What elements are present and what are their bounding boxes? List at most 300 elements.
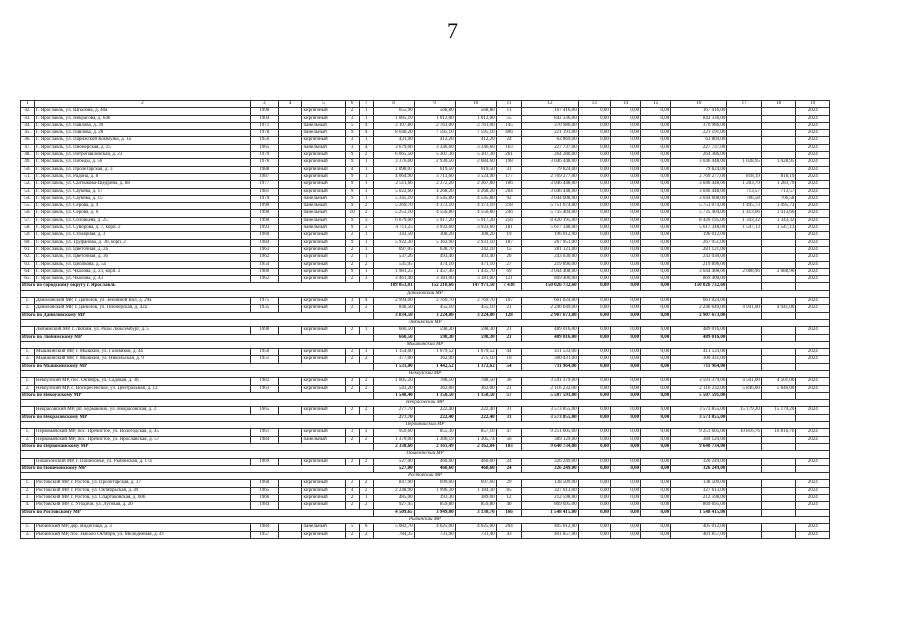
table-cell: 63 869,00 bbox=[522, 137, 578, 144]
table-cell: 3 713,60 bbox=[414, 173, 455, 180]
table-cell: 0,00 bbox=[578, 407, 610, 414]
table-cell: 0,00 bbox=[610, 385, 640, 392]
table-cell: 0,00 bbox=[641, 246, 671, 253]
table-cell: 0,00 bbox=[578, 480, 610, 487]
table-cell: 106 bbox=[496, 181, 522, 188]
table-cell: 1 bbox=[359, 232, 373, 239]
table-cell: 0,00 bbox=[641, 356, 671, 363]
table-cell: 1981 bbox=[250, 188, 278, 195]
table-row bbox=[21, 495, 830, 502]
table-cell: 1965 bbox=[250, 487, 278, 494]
table-cell: 527,00 bbox=[373, 458, 414, 465]
table-cell: 3 224,80 bbox=[414, 312, 455, 319]
table-cell: 2024 bbox=[796, 225, 830, 232]
table-cell bbox=[796, 312, 830, 319]
table-cell: кирпичный bbox=[302, 356, 345, 363]
table-cell: 4 373,10 bbox=[455, 203, 496, 210]
table-cell: 0,00 bbox=[610, 195, 640, 202]
table-cell bbox=[278, 276, 302, 283]
table-cell bbox=[761, 502, 796, 509]
table-cell: панельный bbox=[302, 130, 345, 137]
table-cell: 9 251 605,00 bbox=[522, 429, 578, 436]
table-cell: 2 bbox=[359, 152, 373, 159]
table-cell: 818,19 bbox=[727, 173, 762, 180]
table-cell: 568,80 bbox=[455, 108, 496, 115]
table-cell bbox=[727, 495, 762, 502]
table-cell: 0,00 bbox=[578, 188, 610, 195]
header-cell: 13 bbox=[578, 101, 610, 108]
table-cell: 2024 bbox=[796, 261, 830, 268]
table-cell: 927,95 bbox=[373, 502, 414, 509]
table-cell: 460,60 bbox=[414, 458, 455, 465]
table-cell bbox=[761, 312, 796, 319]
table-cell: 0,00 bbox=[578, 429, 610, 436]
table-cell: 5 307,30 bbox=[414, 152, 455, 159]
table-cell: 377,00 bbox=[373, 356, 414, 363]
table-cell: 2024 bbox=[796, 203, 830, 210]
table-cell: 3 044 408,00 bbox=[522, 268, 578, 275]
section-row bbox=[21, 422, 830, 429]
table-cell: 1. bbox=[21, 480, 35, 487]
table-cell: 4 941,00 bbox=[761, 305, 796, 312]
table-cell: 5 507 591,00 bbox=[522, 392, 578, 399]
table-cell: Даниловский МР, г. Данилов, ул. Пионерская, д. 42а bbox=[35, 305, 251, 312]
table-cell: 222,40 bbox=[455, 407, 496, 414]
table-cell: 2 769,70 bbox=[455, 298, 496, 305]
table-cell: 411 533,00 bbox=[671, 349, 727, 356]
table-cell: 5 163,90 bbox=[414, 239, 455, 246]
header-cell: 6 bbox=[345, 101, 359, 108]
table-row bbox=[21, 356, 830, 363]
table-cell bbox=[727, 363, 762, 370]
table-cell: 0,00 bbox=[610, 429, 640, 436]
table-cell: 1 bbox=[359, 166, 373, 173]
table-cell: 45. bbox=[21, 130, 35, 137]
table-cell: 706,58 bbox=[761, 195, 796, 202]
table-cell: 21 bbox=[496, 305, 522, 312]
section-row bbox=[21, 290, 830, 297]
table-cell: 281 121,00 bbox=[671, 246, 727, 253]
table-cell: 2. bbox=[21, 487, 35, 494]
table-cell bbox=[278, 232, 302, 239]
table-cell: 460,60 bbox=[414, 465, 455, 472]
table-cell: 0,00 bbox=[610, 480, 640, 487]
total-row bbox=[21, 283, 830, 290]
table-cell: 0,00 bbox=[610, 232, 640, 239]
table-cell: 699,60 bbox=[414, 480, 455, 487]
table-cell: 3 bbox=[359, 276, 373, 283]
table-cell bbox=[761, 436, 796, 443]
table-cell: 842 336,00 bbox=[671, 115, 727, 122]
table-cell: кирпичный bbox=[302, 261, 345, 268]
header-cell: 19 bbox=[796, 101, 830, 108]
table-cell: кирпичный bbox=[302, 188, 345, 195]
table-cell: 0,00 bbox=[641, 173, 671, 180]
table-cell: 2 bbox=[359, 225, 373, 232]
table-cell: 63 869,00 bbox=[671, 137, 727, 144]
table-cell: 788,50 bbox=[414, 378, 455, 385]
table-cell: 49. bbox=[21, 159, 35, 166]
table-cell: 281 121,00 bbox=[522, 246, 578, 253]
table-cell: 598,30 bbox=[455, 327, 496, 334]
table-cell: 0,00 bbox=[578, 210, 610, 217]
table-cell bbox=[761, 392, 796, 399]
table-cell: 2 bbox=[359, 436, 373, 443]
table-cell: 0,00 bbox=[641, 181, 671, 188]
table-cell: 54. bbox=[21, 195, 35, 202]
table-cell: 227 737,00 bbox=[522, 144, 578, 151]
table-cell: 2024 bbox=[796, 502, 830, 509]
table-cell: 177 bbox=[496, 173, 522, 180]
table-cell: 5 917,20 bbox=[455, 217, 496, 224]
table-cell: 4 bbox=[345, 487, 359, 494]
table-cell bbox=[727, 327, 762, 334]
table-cell: 4 501,00 bbox=[727, 378, 762, 385]
table-cell bbox=[727, 349, 762, 356]
header-cell: 12 bbox=[522, 101, 578, 108]
table-cell: 1963 bbox=[250, 385, 278, 392]
table-cell: 3 046 448,00 bbox=[522, 181, 578, 188]
table-cell: 0,00 bbox=[641, 407, 671, 414]
table-cell bbox=[727, 465, 762, 472]
table-cell bbox=[278, 152, 302, 159]
table-cell bbox=[727, 392, 762, 399]
table-cell bbox=[761, 443, 796, 450]
table-cell: 4 268,20 bbox=[414, 188, 455, 195]
table-cell bbox=[278, 524, 302, 531]
table-cell: 2 761,00 bbox=[455, 122, 496, 129]
table-cell: 598,30 bbox=[455, 334, 496, 341]
table-cell bbox=[761, 465, 796, 472]
table-cell: 0,00 bbox=[610, 363, 640, 370]
table-cell: 1 085,10 bbox=[373, 115, 414, 122]
table-cell: 0,00 bbox=[610, 166, 640, 173]
table-cell bbox=[278, 144, 302, 151]
table-cell: Г. Ярославль, ул. Циолкова, д. 5а bbox=[35, 261, 251, 268]
table-cell: 79 824,00 bbox=[522, 166, 578, 173]
table-cell: 0,00 bbox=[610, 407, 640, 414]
table-cell: 2 248,90 bbox=[373, 487, 414, 494]
table-cell: 485,00 bbox=[373, 495, 414, 502]
table-cell: 79 824,00 bbox=[671, 166, 727, 173]
header-cell: 16 bbox=[671, 101, 727, 108]
table-cell: 3 933,60 bbox=[414, 225, 455, 232]
table-cell bbox=[278, 458, 302, 465]
table-cell: 167 416,00 bbox=[522, 108, 578, 115]
table-cell: 362,00 bbox=[455, 385, 496, 392]
table-cell: 53. bbox=[21, 188, 35, 195]
table-cell: 1 996,30 bbox=[414, 487, 455, 494]
table-cell: панельный bbox=[302, 217, 345, 224]
table-cell: 1 012,00 bbox=[414, 115, 455, 122]
table-cell: 26 bbox=[496, 254, 522, 261]
table-cell: 2 bbox=[359, 210, 373, 217]
table-cell: 0,00 bbox=[578, 509, 610, 516]
table-cell: 2 bbox=[345, 276, 359, 283]
table-row bbox=[21, 203, 830, 210]
table-row bbox=[21, 429, 830, 436]
table-cell bbox=[278, 225, 302, 232]
table-cell: 5 082,70 bbox=[373, 524, 414, 531]
table-cell bbox=[278, 159, 302, 166]
table-cell: 784,35 bbox=[373, 531, 414, 538]
table-cell: 198 bbox=[496, 159, 522, 166]
table-cell: 5 735 404,00 bbox=[522, 210, 578, 217]
table-cell bbox=[278, 495, 302, 502]
table-cell: 0,00 bbox=[578, 239, 610, 246]
table-cell bbox=[278, 268, 302, 275]
table-cell: 1 028,95 bbox=[727, 159, 762, 166]
table-cell: 0,00 bbox=[641, 363, 671, 370]
table-cell: 227 737,00 bbox=[671, 144, 727, 151]
table-cell: 2024 bbox=[796, 268, 830, 275]
header-cell: 8 bbox=[373, 101, 414, 108]
table-cell: 8 640,20 bbox=[373, 130, 414, 137]
table-cell: 1 028,95 bbox=[761, 159, 796, 166]
total-label: Итого по Даниловскому МР bbox=[21, 312, 374, 319]
table-cell: 0,00 bbox=[610, 115, 640, 122]
table-cell: Г. Ярославль, ул. Некрасова, д. 64б bbox=[35, 115, 251, 122]
table-cell: 0,00 bbox=[641, 305, 671, 312]
table-cell: 2024 bbox=[796, 305, 830, 312]
table-cell bbox=[727, 531, 762, 538]
table-cell: 15 179,20 bbox=[727, 407, 762, 414]
table-cell: 2024 bbox=[796, 458, 830, 465]
table-cell: 92 bbox=[496, 195, 522, 202]
table-cell: 535,95 bbox=[373, 261, 414, 268]
table-cell: 1 457,40 bbox=[414, 268, 455, 275]
table-cell: 2 bbox=[359, 385, 373, 392]
table-cell: 0,00 bbox=[578, 305, 610, 312]
table-cell: 1 548,40 bbox=[373, 392, 414, 399]
table-cell: Ростовский МР, г. Ростов, ул. Пролетарская, д. 37 bbox=[35, 480, 251, 487]
table-cell: 1 150,50 bbox=[414, 392, 455, 399]
table-cell: 2 684,60 bbox=[455, 159, 496, 166]
table-row bbox=[21, 108, 830, 115]
table-cell: 0,00 bbox=[578, 298, 610, 305]
table-cell: Г. Ярославль, ул. Суворова, д. 7, корп. 2 bbox=[35, 225, 251, 232]
table-cell: 0,00 bbox=[641, 261, 671, 268]
table-cell bbox=[761, 524, 796, 531]
table-cell: кирпичный bbox=[302, 173, 345, 180]
table-cell: 1 548 415,00 bbox=[522, 509, 578, 516]
table-cell: 47. bbox=[21, 144, 35, 151]
table-cell: 5 617 348,00 bbox=[671, 225, 727, 232]
table-cell bbox=[761, 254, 796, 261]
table-cell: 1979 bbox=[250, 152, 278, 159]
table-cell: 2 bbox=[345, 436, 359, 443]
table-cell: 2024 bbox=[796, 210, 830, 217]
total-row bbox=[21, 465, 830, 472]
table-cell: 21 bbox=[496, 385, 522, 392]
table-cell: 3 679,00 bbox=[373, 144, 414, 151]
table-cell: 1990 bbox=[250, 203, 278, 210]
table-cell: 0,00 bbox=[578, 378, 610, 385]
table-cell: 0,00 bbox=[610, 465, 640, 472]
table-cell: 660,50 bbox=[373, 327, 414, 334]
table-cell: 1. bbox=[21, 429, 35, 436]
table-cell: 3 591 379,00 bbox=[671, 378, 727, 385]
table-cell bbox=[761, 137, 796, 144]
table-cell: 0,00 bbox=[578, 166, 610, 173]
table-cell: 48. bbox=[21, 152, 35, 159]
table-cell: 0,00 bbox=[641, 276, 671, 283]
table-cell: 326 249,00 bbox=[522, 465, 578, 472]
table-cell: 256 bbox=[496, 217, 522, 224]
table-cell: 1 bbox=[359, 268, 373, 275]
table-cell: 2 bbox=[345, 254, 359, 261]
table-cell: 212 598,00 bbox=[671, 495, 727, 502]
table-cell: 9 640 734,00 bbox=[671, 443, 727, 450]
section-row bbox=[21, 516, 830, 523]
table-cell: 0,00 bbox=[610, 509, 640, 516]
table-cell: 1 531,00 bbox=[373, 363, 414, 370]
table-cell: 9 640 734,00 bbox=[522, 443, 578, 450]
table-cell: 0,00 bbox=[578, 225, 610, 232]
table-cell: 2 338,60 bbox=[373, 443, 414, 450]
table-cell: 2 367,80 bbox=[455, 181, 496, 188]
table-cell: 343,50 bbox=[373, 232, 414, 239]
table-cell: панельный bbox=[302, 203, 345, 210]
table-cell: 2 bbox=[359, 531, 373, 538]
table-row bbox=[21, 225, 830, 232]
table-cell: 2 bbox=[345, 108, 359, 115]
table-cell: 4 711,25 bbox=[373, 225, 414, 232]
table-cell bbox=[761, 122, 796, 129]
table-cell: 1987 bbox=[250, 173, 278, 180]
table-cell: 2 162,84 bbox=[455, 443, 496, 450]
total-row bbox=[21, 414, 830, 421]
table-cell: 3 181,00 bbox=[455, 276, 496, 283]
table-row bbox=[21, 246, 830, 253]
table-cell: Г. Ярославль, ул. Чкалова, д. 23, корп. 2 bbox=[35, 268, 251, 275]
table-cell: 261 bbox=[496, 152, 522, 159]
table-cell: 5 846,00 bbox=[761, 385, 796, 392]
table-cell: Г. Ярославль, ул. Пролетарская, д. 3 bbox=[35, 166, 251, 173]
table-row bbox=[21, 166, 830, 173]
table-cell: 3 046 448,00 bbox=[671, 188, 727, 195]
table-cell: Г. Ярославль, ул. Саукова, д. 17 bbox=[35, 188, 251, 195]
table-cell: 0,00 bbox=[578, 356, 610, 363]
table-cell: 3 524,90 bbox=[455, 173, 496, 180]
section-title: Некрасовский МР bbox=[21, 400, 830, 407]
table-cell: 10 bbox=[496, 356, 522, 363]
table-cell: 3 834,50 bbox=[373, 312, 414, 319]
table-cell: 2 907 673,00 bbox=[671, 312, 727, 319]
table-cell: 0,00 bbox=[641, 217, 671, 224]
table-cell: 6 bbox=[359, 524, 373, 531]
table-cell: 1935 bbox=[250, 305, 278, 312]
section-title: Даниловский МР bbox=[21, 290, 830, 297]
table-cell: Рыбинский МР, дер. Видогоща, д. 3 bbox=[35, 524, 251, 531]
table-cell: 0,00 bbox=[641, 312, 671, 319]
table-cell: 1969 bbox=[250, 458, 278, 465]
table-cell: 2 bbox=[359, 502, 373, 509]
table-cell bbox=[761, 414, 796, 421]
table-cell: 406 bbox=[496, 130, 522, 137]
table-row bbox=[21, 458, 830, 465]
table-cell: 10 816,76 bbox=[761, 429, 796, 436]
table-row bbox=[21, 195, 830, 202]
total-row bbox=[21, 363, 830, 370]
table-cell: 0,00 bbox=[578, 152, 610, 159]
table-cell: 527,00 bbox=[373, 465, 414, 472]
table-cell bbox=[761, 363, 796, 370]
table-cell: 855,30 bbox=[414, 429, 455, 436]
table-cell: 405 012,00 bbox=[671, 524, 727, 531]
table-cell bbox=[278, 217, 302, 224]
table-cell: кирпичный bbox=[302, 305, 345, 312]
table-cell: 0,00 bbox=[578, 502, 610, 509]
table-cell bbox=[278, 436, 302, 443]
table-cell bbox=[278, 173, 302, 180]
table-cell bbox=[278, 502, 302, 509]
table-cell: 4. bbox=[21, 502, 35, 509]
table-cell: 1 bbox=[359, 239, 373, 246]
table-cell: 0,00 bbox=[641, 458, 671, 465]
table-cell bbox=[761, 152, 796, 159]
table-cell: кирпичный bbox=[302, 115, 345, 122]
table-cell: 1 bbox=[359, 188, 373, 195]
table-cell: 9 bbox=[345, 152, 359, 159]
table-cell: 1 343,32 bbox=[761, 217, 796, 224]
table-cell bbox=[278, 407, 302, 414]
table-cell: 489 016,00 bbox=[522, 327, 578, 334]
table-cell: 0,00 bbox=[641, 429, 671, 436]
table-cell: 2 bbox=[345, 327, 359, 334]
table-cell bbox=[278, 298, 302, 305]
table-row bbox=[21, 298, 830, 305]
table-cell bbox=[761, 327, 796, 334]
table-cell: 5 751 074,00 bbox=[522, 203, 578, 210]
table-row bbox=[21, 502, 830, 509]
table-cell: 65. bbox=[21, 276, 35, 283]
table-cell: 2 bbox=[359, 407, 373, 414]
table-cell: 0,00 bbox=[610, 217, 640, 224]
table-cell: 0,00 bbox=[610, 349, 640, 356]
table-cell: 300 431,00 bbox=[671, 356, 727, 363]
table-cell: 1966 bbox=[250, 495, 278, 502]
table-row bbox=[21, 436, 830, 443]
table-cell bbox=[727, 254, 762, 261]
table-cell: 401 857,00 bbox=[671, 531, 727, 538]
table-cell bbox=[727, 436, 762, 443]
table-cell: 2 088,96 bbox=[761, 268, 796, 275]
table-cell: Первомайский МР, пос. Пречистое, ул. Вологодская, д. 45 bbox=[35, 429, 251, 436]
table-cell: Пошехонский МР, г. Пошехонье, ул. Рыбинская, д. 17а bbox=[35, 458, 251, 465]
table-cell: 1 150,50 bbox=[455, 392, 496, 399]
table-cell: 0,00 bbox=[578, 144, 610, 151]
table-cell: 1984 bbox=[250, 524, 278, 531]
table-cell: 0,00 bbox=[578, 327, 610, 334]
table-cell: 4 556,80 bbox=[414, 210, 455, 217]
total-row bbox=[21, 334, 830, 341]
table-cell: 2 769,70 bbox=[414, 298, 455, 305]
table-cell: 167 416,00 bbox=[671, 108, 727, 115]
table-cell: 0,00 bbox=[578, 487, 610, 494]
table-cell: 0,00 bbox=[578, 122, 610, 129]
section-title: Рыбинский МР bbox=[21, 516, 830, 523]
table-cell bbox=[761, 232, 796, 239]
table-cell: 2 161,49 bbox=[414, 443, 455, 450]
table-cell: 1 548 415,00 bbox=[671, 509, 727, 516]
table-cell: 3 bbox=[345, 429, 359, 436]
table-cell: 308,20 bbox=[455, 232, 496, 239]
table-cell bbox=[761, 480, 796, 487]
table-cell: Мышкинский МР, г. Мышкин, ул. Газовиков, д. 4а bbox=[35, 349, 251, 356]
table-cell: 0,00 bbox=[578, 203, 610, 210]
table-cell: 5 253,10 bbox=[373, 210, 414, 217]
